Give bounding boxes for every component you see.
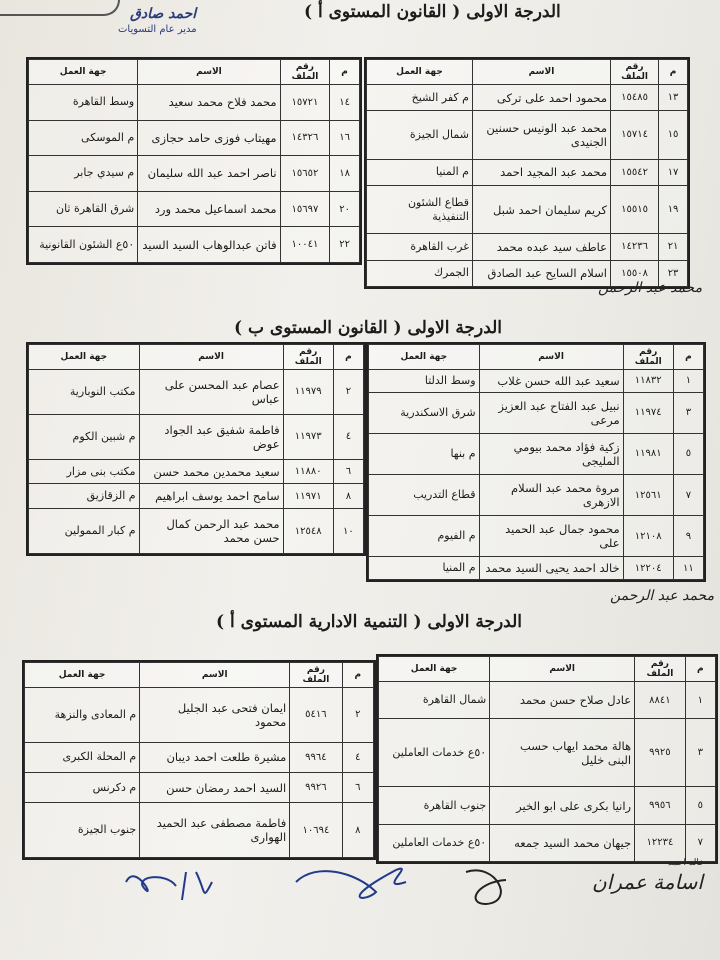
employee-name: فاطمة شفيق عبد الجواد عوض: [139, 414, 283, 459]
table-1-right: [364, 57, 690, 289]
employee-name: خالد احمد يحيى السيد محمد: [479, 557, 623, 580]
work-location: شمال الجيزة: [367, 111, 473, 159]
employee-name: محمد عبد الونيس حسنين الجنيدى: [472, 111, 610, 159]
column-header-num: م: [659, 60, 688, 85]
row-number: ٧: [673, 474, 703, 515]
file-number: ٨٨٤١: [635, 682, 686, 719]
header-row: [367, 60, 688, 85]
work-location: م المحلة الكبرى: [25, 742, 140, 772]
footer-note: خالد احمد: [668, 858, 705, 868]
employee-name: فاتن عبدالوهاب السيد السيد: [138, 227, 280, 263]
table-row: [369, 433, 704, 474]
table-row: [29, 191, 360, 227]
signature-1: محمد عبد الرحمن: [598, 280, 703, 296]
work-location: ٥٠ع خدمات العاملين: [379, 824, 490, 861]
file-number: ٩٩٦٤: [290, 742, 342, 772]
footer-signature: اسامة عمران: [592, 870, 703, 894]
employee-name: زكية فؤاد محمد بيومي المليجى: [479, 433, 623, 474]
table-row: [25, 688, 374, 743]
employee-name: سعيد محمدين محمد حسن: [139, 459, 283, 484]
work-location: م المعادى والنزهة: [25, 688, 140, 743]
row-number: ١٧: [659, 159, 688, 185]
file-number: ١٥٦٩٧: [280, 191, 330, 227]
row-number: ٦: [333, 459, 363, 484]
row-number: ٢٣: [659, 260, 688, 286]
column-header-num: م: [330, 60, 360, 85]
row-number: ١١: [673, 557, 703, 580]
file-number: ١١٩٧٩: [283, 370, 333, 415]
row-number: ٨: [342, 803, 373, 858]
work-location: وسط الدلتا: [369, 370, 480, 393]
employee-name: هالة محمد ايهاب حسب البنى خليل: [490, 719, 635, 787]
row-number: ١٠: [333, 509, 363, 554]
row-number: ٣: [673, 392, 703, 433]
file-number: ١١٩٨١: [623, 433, 673, 474]
row-number: ٥: [685, 787, 715, 824]
employee-name: ايمان فتحى عبد الجليل محمود: [140, 688, 290, 743]
file-number: ١٢٢٠٤: [623, 557, 673, 580]
column-header-work: جهة العمل: [379, 657, 490, 682]
work-location: ٥٠ع الشئون القانونية: [29, 227, 138, 263]
file-number: ١٢٥٤٨: [283, 509, 333, 554]
employee-name: محمد فلاح محمد سعيد: [138, 85, 280, 121]
work-location: الجمرك: [367, 260, 473, 286]
row-number: ٤: [342, 742, 373, 772]
row-number: ٧: [685, 824, 715, 861]
table-2-right: [366, 342, 706, 582]
employee-name: كريم سليمان احمد شبل: [472, 185, 610, 233]
column-header-name: الاسم: [139, 345, 283, 370]
file-number: ١١٩٧١: [283, 484, 333, 509]
table-row: [369, 474, 704, 515]
file-number: ١٥٤٨٥: [610, 85, 658, 111]
column-header-file: رقم الملف: [623, 345, 673, 370]
header-row: [25, 663, 374, 688]
file-number: ١١٨٣٢: [623, 370, 673, 393]
employee-name: مشيرة طلعت احمد ديبان: [140, 742, 290, 772]
work-location: م بنها: [369, 433, 480, 474]
work-location: وسط القاهرة: [29, 85, 138, 121]
employee-name: سعيد عبد الله حسن غلاب: [479, 370, 623, 393]
employee-name: مروة محمد عبد السلام الازهرى: [479, 474, 623, 515]
table-2-left: [26, 342, 366, 556]
work-location: ٥٠ع خدمات العاملين: [379, 719, 490, 787]
employee-name: ناصر احمد عبد الله سليمان: [138, 156, 280, 192]
work-location: شرق القاهرة ثان: [29, 191, 138, 227]
employee-name: عصام عبد المحسن على عباس: [139, 370, 283, 415]
file-number: ١٤٢٣٦: [610, 234, 658, 260]
work-location: قطاع الشئون التنفيذية: [367, 185, 473, 233]
table-row: [29, 85, 360, 121]
column-header-file: رقم الملف: [610, 60, 658, 85]
header-row: [369, 345, 704, 370]
work-location: م المنيا: [367, 159, 473, 185]
employee-name: اسلام السايح عبد الصادق: [472, 260, 610, 286]
column-header-name: الاسم: [472, 60, 610, 85]
row-number: ٤: [333, 414, 363, 459]
table-row: [379, 682, 716, 719]
header-row: [379, 657, 716, 682]
employee-name: رانيا بكرى على ابو الخير: [490, 787, 635, 824]
employee-name: مهيتاب فوزى حامد حجازى: [138, 120, 280, 156]
letterhead-stamp: [0, 0, 120, 16]
file-number: ٩٩٢٥: [635, 719, 686, 787]
work-location: م الفيوم: [369, 516, 480, 557]
work-location: غرب القاهرة: [367, 234, 473, 260]
employee-name: محمد عبد الرحمن كمال حسن محمد: [139, 509, 283, 554]
handwritten-signatures: [116, 852, 636, 912]
row-number: ٥: [673, 433, 703, 474]
table-3-left: [22, 660, 376, 860]
file-number: ١٥٧١٤: [610, 111, 658, 159]
column-header-file: رقم الملف: [635, 657, 686, 682]
employee-name: عادل صلاح حسن محمد: [490, 682, 635, 719]
work-location: جنوب الجيزة: [25, 803, 140, 858]
row-number: ١٨: [330, 156, 360, 192]
file-number: ١١٨٨٠: [283, 459, 333, 484]
signature-2: محمد عبد الرحمن: [610, 588, 715, 604]
employee-name: نبيل عبد الفتاح عبد العزيز مرعى: [479, 392, 623, 433]
table-row: [367, 85, 688, 111]
section-title-3: الدرجة الاولى ( التنمية الادارية المستوى أ ): [216, 612, 522, 632]
manager-title: مدير عام التسويات: [118, 24, 197, 35]
column-header-name: الاسم: [140, 663, 290, 688]
work-location: م كبار الممولين: [29, 509, 140, 554]
employee-name: محمود احمد على تركى: [472, 85, 610, 111]
table-row: [29, 120, 360, 156]
column-header-work: جهة العمل: [25, 663, 140, 688]
row-number: ٢: [333, 370, 363, 415]
file-number: ١٤٣٢٦: [280, 120, 330, 156]
work-location: مكتب النوبارية: [29, 370, 140, 415]
row-number: ٢: [342, 688, 373, 743]
table-row: [367, 159, 688, 185]
file-number: ٩٩٥٦: [635, 787, 686, 824]
table-row: [367, 111, 688, 159]
row-number: ١٣: [659, 85, 688, 111]
column-header-name: الاسم: [490, 657, 635, 682]
file-number: ١١٩٧٤: [623, 392, 673, 433]
table-row: [367, 185, 688, 233]
column-header-name: الاسم: [479, 345, 623, 370]
row-number: ٦: [342, 772, 373, 802]
column-header-work: جهة العمل: [369, 345, 480, 370]
table-row: [29, 459, 364, 484]
file-number: ١٢٥٦١: [623, 474, 673, 515]
table-row: [369, 557, 704, 580]
work-location: م سيدي جابر: [29, 156, 138, 192]
row-number: ١: [673, 370, 703, 393]
row-number: ١: [685, 682, 715, 719]
work-location: م الزقازيق: [29, 484, 140, 509]
file-number: ١٢١٠٨: [623, 516, 673, 557]
section-title-1: الدرجة الاولى ( القانون المستوى أ ): [304, 2, 561, 22]
work-location: م دكرنس: [25, 772, 140, 802]
file-number: ٥٤١٦: [290, 688, 342, 743]
file-number: ١٥٥٤٢: [610, 159, 658, 185]
employee-name: فاطمة مصطفى عبد الحميد الهوارى: [140, 803, 290, 858]
row-number: ١٤: [330, 85, 360, 121]
employee-name: محمد اسماعيل محمد ورد: [138, 191, 280, 227]
table-row: [367, 234, 688, 260]
employee-name: محمد عبد المجيد احمد: [472, 159, 610, 185]
work-location: م كفر الشيخ: [367, 85, 473, 111]
file-number: ١٠٦٩٤: [290, 803, 342, 858]
file-number: ١٥٦٥٢: [280, 156, 330, 192]
column-header-num: م: [685, 657, 715, 682]
employee-name: سامح احمد يوسف ابراهيم: [139, 484, 283, 509]
manager-name: احمد صادق: [130, 6, 197, 22]
table-row: [29, 414, 364, 459]
file-number: ١٢٢٣٤: [635, 824, 686, 861]
section-title-2: الدرجة الاولى ( القانون المستوى ب ): [234, 318, 503, 338]
table-1-left: [26, 57, 362, 265]
work-location: شمال القاهرة: [379, 682, 490, 719]
column-header-file: رقم الملف: [280, 60, 330, 85]
row-number: ١٩: [659, 185, 688, 233]
row-number: ٩: [673, 516, 703, 557]
table-row: [25, 803, 374, 858]
column-header-work: جهة العمل: [29, 345, 140, 370]
work-location: شرق الاسكندرية: [369, 392, 480, 433]
table-row: [29, 370, 364, 415]
table-row: [369, 516, 704, 557]
row-number: ١٥: [659, 111, 688, 159]
work-location: م الموسكى: [29, 120, 138, 156]
employee-name: عاطف سيد عبده محمد: [472, 234, 610, 260]
column-header-num: م: [342, 663, 373, 688]
employee-name: جيهان محمد السيد جمعه: [490, 824, 635, 861]
file-number: ١٥٥١٥: [610, 185, 658, 233]
work-location: جنوب القاهرة: [379, 787, 490, 824]
column-header-file: رقم الملف: [283, 345, 333, 370]
header-row: [29, 60, 360, 85]
employee-name: محمود جمال عبد الحميد على: [479, 516, 623, 557]
file-number: ٩٩٢٦: [290, 772, 342, 802]
row-number: ٣: [685, 719, 715, 787]
row-number: ٢٢: [330, 227, 360, 263]
table-row: [29, 156, 360, 192]
table-row: [369, 370, 704, 393]
table-row: [25, 772, 374, 802]
row-number: ٨: [333, 484, 363, 509]
file-number: ١١٩٧٣: [283, 414, 333, 459]
file-number: ١٥٥٠٨: [610, 260, 658, 286]
column-header-num: م: [673, 345, 703, 370]
employee-name: السيد احمد رمضان حسن: [140, 772, 290, 802]
row-number: ٢١: [659, 234, 688, 260]
header-row: [29, 345, 364, 370]
file-number: ١٥٧٢١: [280, 85, 330, 121]
column-header-file: رقم الملف: [290, 663, 342, 688]
table-row: [29, 484, 364, 509]
table-row: [369, 392, 704, 433]
work-location: قطاع التدريب: [369, 474, 480, 515]
table-row: [29, 509, 364, 554]
table-row: [379, 719, 716, 787]
table-row: [29, 227, 360, 263]
column-header-name: الاسم: [138, 60, 280, 85]
row-number: ٢٠: [330, 191, 360, 227]
work-location: م المنيا: [369, 557, 480, 580]
table-row: [379, 787, 716, 824]
work-location: مكتب بنى مزار: [29, 459, 140, 484]
table-3-right: [376, 654, 718, 864]
work-location: م شبين الكوم: [29, 414, 140, 459]
row-number: ١٦: [330, 120, 360, 156]
table-row: [25, 742, 374, 772]
column-header-work: جهة العمل: [29, 60, 138, 85]
file-number: ١٠٠٤١: [280, 227, 330, 263]
column-header-work: جهة العمل: [367, 60, 473, 85]
column-header-num: م: [333, 345, 363, 370]
